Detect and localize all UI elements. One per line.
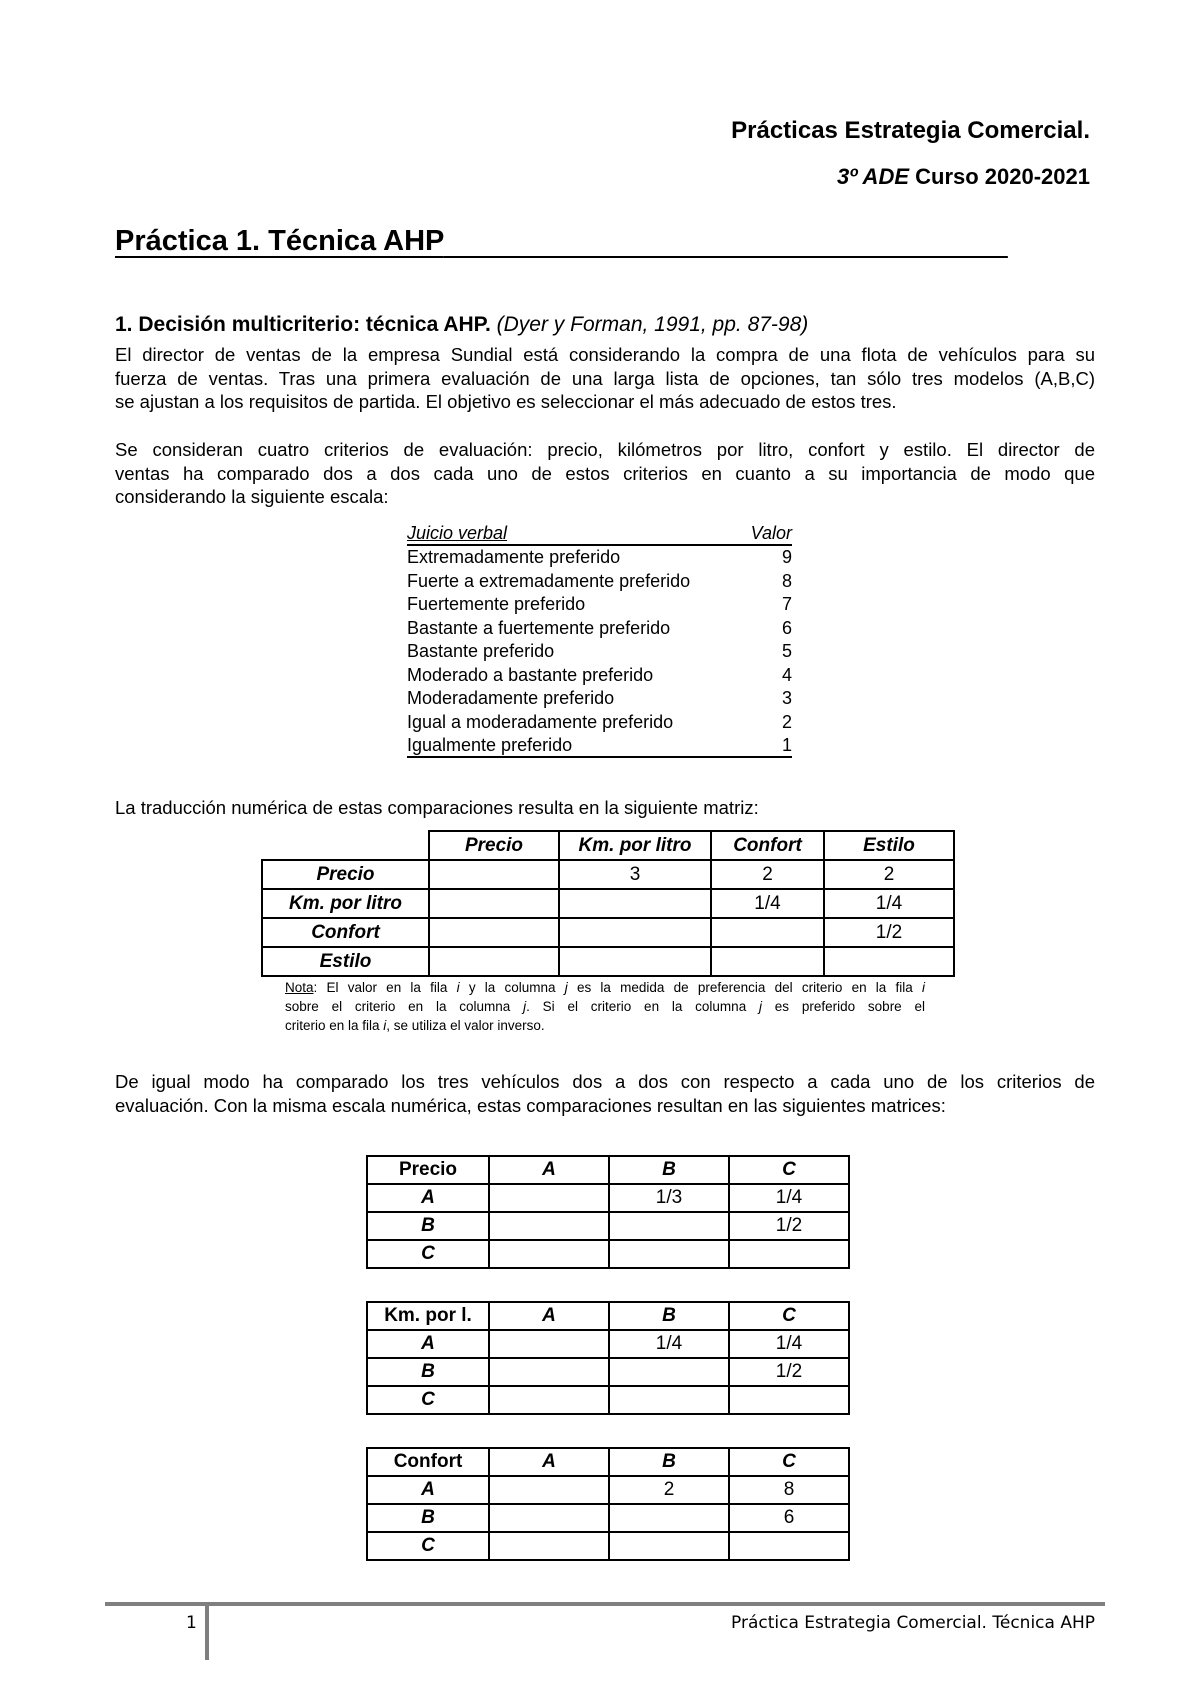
vehicle-header-row bbox=[367, 1448, 849, 1476]
matrix-cell: 1/4 bbox=[729, 1184, 849, 1212]
scale-row bbox=[407, 593, 792, 617]
paragraph-line: fuerza de ventas. Tras una primera evaluación de una larga lista de opciones, tan sólo tres modelos (A,B,C) bbox=[115, 367, 1095, 389]
vehicle-row-header: A bbox=[367, 1476, 489, 1504]
scale-value: 5 bbox=[781, 641, 792, 661]
vehicle-matrix-confort bbox=[366, 1447, 850, 1561]
vehicle-matrix-title: Km. por l. bbox=[367, 1302, 489, 1330]
paragraph-line: De igual modo ha comparado los tres vehículos dos a dos con respecto a cada uno de los criterios de bbox=[115, 1071, 1095, 1092]
matrix-cell bbox=[489, 1184, 609, 1212]
matrix-cell bbox=[489, 1212, 609, 1240]
section-heading-text: 1. Decisión multicriterio: técnica AHP. bbox=[115, 313, 491, 336]
matrix-cell bbox=[729, 1532, 849, 1560]
scale-label: Igual a moderadamente preferido bbox=[407, 711, 674, 732]
paragraph-line: se ajustan a los requisitos de partida. El objetivo es seleccionar el más adecuado de estos tres. bbox=[115, 391, 897, 412]
scale-row bbox=[407, 687, 792, 711]
scale-label: Fuertemente preferido bbox=[407, 594, 586, 614]
matrix-cell bbox=[824, 947, 954, 976]
matrix-cell bbox=[609, 1240, 729, 1268]
vehicle-row bbox=[367, 1476, 849, 1504]
paragraph-criteria bbox=[115, 438, 1095, 509]
scale-value: 6 bbox=[781, 617, 792, 638]
vehicle-row-header: C bbox=[367, 1240, 489, 1268]
matrix-cell: 1/4 bbox=[824, 889, 954, 918]
header-title: Prácticas Estrategia Comercial. bbox=[731, 117, 1090, 144]
footer-text: Práctica Estrategia Comercial. Técnica AHP bbox=[731, 1613, 1095, 1633]
matrix-cell bbox=[489, 1358, 609, 1386]
matrix-cell bbox=[609, 1532, 729, 1560]
criteria-col-header: Estilo bbox=[824, 831, 954, 860]
page-number: 1 bbox=[186, 1613, 197, 1633]
vehicle-col-header: B bbox=[609, 1448, 729, 1476]
note-var: j bbox=[759, 999, 762, 1014]
matrix-cell bbox=[429, 860, 559, 889]
footer-divider bbox=[105, 1602, 1105, 1606]
scale-header bbox=[407, 522, 792, 546]
note-text: criterio en la fila bbox=[285, 1018, 384, 1033]
vehicle-col-header: B bbox=[609, 1156, 729, 1184]
matrix-cell: 1/2 bbox=[824, 918, 954, 947]
matrix-cell bbox=[489, 1240, 609, 1268]
criteria-header-row bbox=[262, 831, 954, 860]
vehicle-col-header: C bbox=[729, 1302, 849, 1330]
note-text: es preferido sobre el bbox=[762, 999, 925, 1014]
scale-row bbox=[407, 570, 792, 594]
note-var: i bbox=[456, 980, 460, 995]
matrix-cell bbox=[559, 918, 711, 947]
section-reference: (Dyer y Forman, 1991, pp. 87-98) bbox=[496, 313, 809, 336]
matrix-note bbox=[285, 978, 925, 1035]
vehicle-matrix-precio bbox=[366, 1155, 850, 1269]
criteria-row bbox=[262, 889, 954, 918]
vehicle-row-header: C bbox=[367, 1532, 489, 1560]
criteria-row bbox=[262, 947, 954, 976]
vehicle-col-header: C bbox=[729, 1156, 849, 1184]
course-prefix: 3º ADE bbox=[836, 164, 909, 189]
paragraph-line: ventas ha comparado dos a dos cada uno de estos criterios en cuanto a su importancia de modo que bbox=[115, 462, 1095, 484]
empty-corner bbox=[262, 831, 429, 860]
criteria-row-header: Precio bbox=[262, 860, 429, 889]
criteria-row-header: Estilo bbox=[262, 947, 429, 976]
scale-header-value: Valor bbox=[750, 523, 792, 543]
scale-row bbox=[407, 664, 792, 688]
paragraph-line: Se consideran cuatro criterios de evaluación: precio, kilómetros por litro, confort y estilo. El director de bbox=[115, 439, 1095, 460]
note-line bbox=[285, 978, 925, 997]
scale-value: 1 bbox=[781, 735, 792, 755]
vehicle-row bbox=[367, 1358, 849, 1386]
note-var: i bbox=[383, 1018, 387, 1033]
matrix-cell bbox=[609, 1386, 729, 1414]
matrix-cell: 1/2 bbox=[729, 1212, 849, 1240]
scale-label: Bastante a fuertemente preferido bbox=[407, 617, 671, 638]
note-var: j bbox=[523, 999, 527, 1014]
note-text: : El valor en la fila bbox=[313, 980, 457, 995]
matrix-cell bbox=[559, 889, 711, 918]
vehicle-row-header: B bbox=[367, 1358, 489, 1386]
scale-row bbox=[407, 711, 792, 735]
matrix-cell bbox=[609, 1212, 729, 1240]
matrix-cell bbox=[729, 1386, 849, 1414]
paragraph-line: El director de ventas de la empresa Sundial está considerando la compra de una flota de vehículos para su bbox=[115, 344, 1095, 365]
scale-label: Moderadamente preferido bbox=[407, 688, 615, 708]
vehicle-col-header: C bbox=[729, 1448, 849, 1476]
scale-row bbox=[407, 546, 792, 570]
criteria-col-header: Precio bbox=[429, 831, 559, 860]
paragraph-line: evaluación. Con la misma escala numérica, estas comparaciones resultan en las siguientes matrices: bbox=[115, 1094, 946, 1116]
vehicle-col-header: B bbox=[609, 1302, 729, 1330]
vehicle-row bbox=[367, 1212, 849, 1240]
vehicle-matrix-title: Precio bbox=[367, 1156, 489, 1184]
matrix-cell bbox=[489, 1532, 609, 1560]
paragraph-line: considerando la siguiente escala: bbox=[115, 486, 389, 507]
note-text: . Si el criterio en la columna bbox=[526, 999, 759, 1014]
scale-value: 2 bbox=[781, 711, 792, 732]
matrix-cell bbox=[489, 1476, 609, 1504]
matrix-cell: 1/4 bbox=[711, 889, 824, 918]
matrix-cell bbox=[711, 918, 824, 947]
criteria-col-header: Confort bbox=[711, 831, 824, 860]
matrix-cell bbox=[489, 1330, 609, 1358]
practice-title-text: Práctica 1. Técnica AHP bbox=[115, 225, 444, 257]
matrix-cell bbox=[429, 947, 559, 976]
matrix-cell: 6 bbox=[729, 1504, 849, 1532]
vehicle-row-header: B bbox=[367, 1212, 489, 1240]
note-line bbox=[285, 1016, 925, 1035]
scale-value: 7 bbox=[781, 594, 792, 614]
vehicle-header-row bbox=[367, 1302, 849, 1330]
criteria-col-header: Km. por litro bbox=[559, 831, 711, 860]
scale-label: Extremadamente preferido bbox=[407, 547, 621, 567]
section-heading bbox=[115, 313, 808, 337]
matrix-cell bbox=[711, 947, 824, 976]
vehicle-row bbox=[367, 1504, 849, 1532]
matrix-cell bbox=[489, 1504, 609, 1532]
vehicle-matrix-km bbox=[366, 1301, 850, 1415]
matrix-cell: 8 bbox=[729, 1476, 849, 1504]
vehicle-row-header: A bbox=[367, 1330, 489, 1358]
vehicle-col-header: A bbox=[489, 1448, 609, 1476]
vehicle-row bbox=[367, 1330, 849, 1358]
matrix-cell: 2 bbox=[711, 860, 824, 889]
paragraph-matrix-intro bbox=[115, 796, 1095, 820]
matrix-cell bbox=[429, 889, 559, 918]
footer-vertical-divider bbox=[205, 1604, 209, 1660]
vehicle-matrix-title: Confort bbox=[367, 1448, 489, 1476]
paragraph-intro bbox=[115, 343, 1095, 414]
vehicle-col-header: A bbox=[489, 1156, 609, 1184]
criteria-row-header: Confort bbox=[262, 918, 429, 947]
note-var: j bbox=[564, 980, 568, 995]
paragraph-line: La traducción numérica de estas comparaciones resulta en la siguiente matriz: bbox=[115, 797, 759, 818]
scale-row bbox=[407, 640, 792, 664]
note-var: i bbox=[921, 980, 925, 995]
matrix-cell bbox=[609, 1358, 729, 1386]
vehicle-row-header: A bbox=[367, 1184, 489, 1212]
note-text: , se utiliza el valor inverso. bbox=[386, 1018, 545, 1033]
criteria-matrix bbox=[261, 830, 955, 977]
scale-table bbox=[407, 522, 792, 758]
matrix-cell: 1/2 bbox=[729, 1358, 849, 1386]
criteria-row bbox=[262, 860, 954, 889]
scale-label: Moderado a bastante preferido bbox=[407, 664, 654, 685]
scale-value: 3 bbox=[781, 688, 792, 708]
vehicle-row bbox=[367, 1386, 849, 1414]
matrix-cell: 2 bbox=[824, 860, 954, 889]
vehicle-row-header: C bbox=[367, 1386, 489, 1414]
scale-value: 8 bbox=[781, 570, 792, 591]
header-course bbox=[837, 164, 1090, 190]
matrix-cell: 3 bbox=[559, 860, 711, 889]
note-text: sobre el criterio en la columna bbox=[285, 999, 524, 1014]
note-text: es la medida de preferencia del criterio en la fila bbox=[567, 980, 922, 995]
matrix-cell: 1/3 bbox=[609, 1184, 729, 1212]
paragraph-vehicles bbox=[115, 1070, 1095, 1117]
matrix-cell: 1/4 bbox=[729, 1330, 849, 1358]
scale-row bbox=[407, 617, 792, 641]
matrix-cell bbox=[429, 918, 559, 947]
matrix-cell bbox=[559, 947, 711, 976]
matrix-cell bbox=[489, 1386, 609, 1414]
note-label: Nota bbox=[285, 980, 314, 995]
vehicle-row bbox=[367, 1184, 849, 1212]
vehicle-row bbox=[367, 1532, 849, 1560]
note-line bbox=[285, 997, 925, 1016]
course-rest: Curso 2020-2021 bbox=[909, 164, 1090, 189]
note-text: y la columna bbox=[459, 980, 565, 995]
matrix-cell bbox=[729, 1240, 849, 1268]
scale-value: 9 bbox=[781, 547, 792, 567]
vehicle-header-row bbox=[367, 1156, 849, 1184]
scale-label: Igualmente preferido bbox=[407, 735, 573, 755]
vehicle-row-header: B bbox=[367, 1504, 489, 1532]
scale-label: Bastante preferido bbox=[407, 641, 555, 661]
scale-header-label: Juicio verbal bbox=[407, 523, 508, 543]
matrix-cell: 1/4 bbox=[609, 1330, 729, 1358]
matrix-cell: 2 bbox=[609, 1476, 729, 1504]
vehicle-row bbox=[367, 1240, 849, 1268]
criteria-row bbox=[262, 918, 954, 947]
scale-value: 4 bbox=[781, 664, 792, 685]
vehicle-col-header: A bbox=[489, 1302, 609, 1330]
practice-title bbox=[115, 225, 1065, 258]
matrix-cell bbox=[609, 1504, 729, 1532]
scale-row bbox=[407, 734, 792, 758]
criteria-row-header: Km. por litro bbox=[262, 889, 429, 918]
scale-label: Fuerte a extremadamente preferido bbox=[407, 570, 691, 591]
